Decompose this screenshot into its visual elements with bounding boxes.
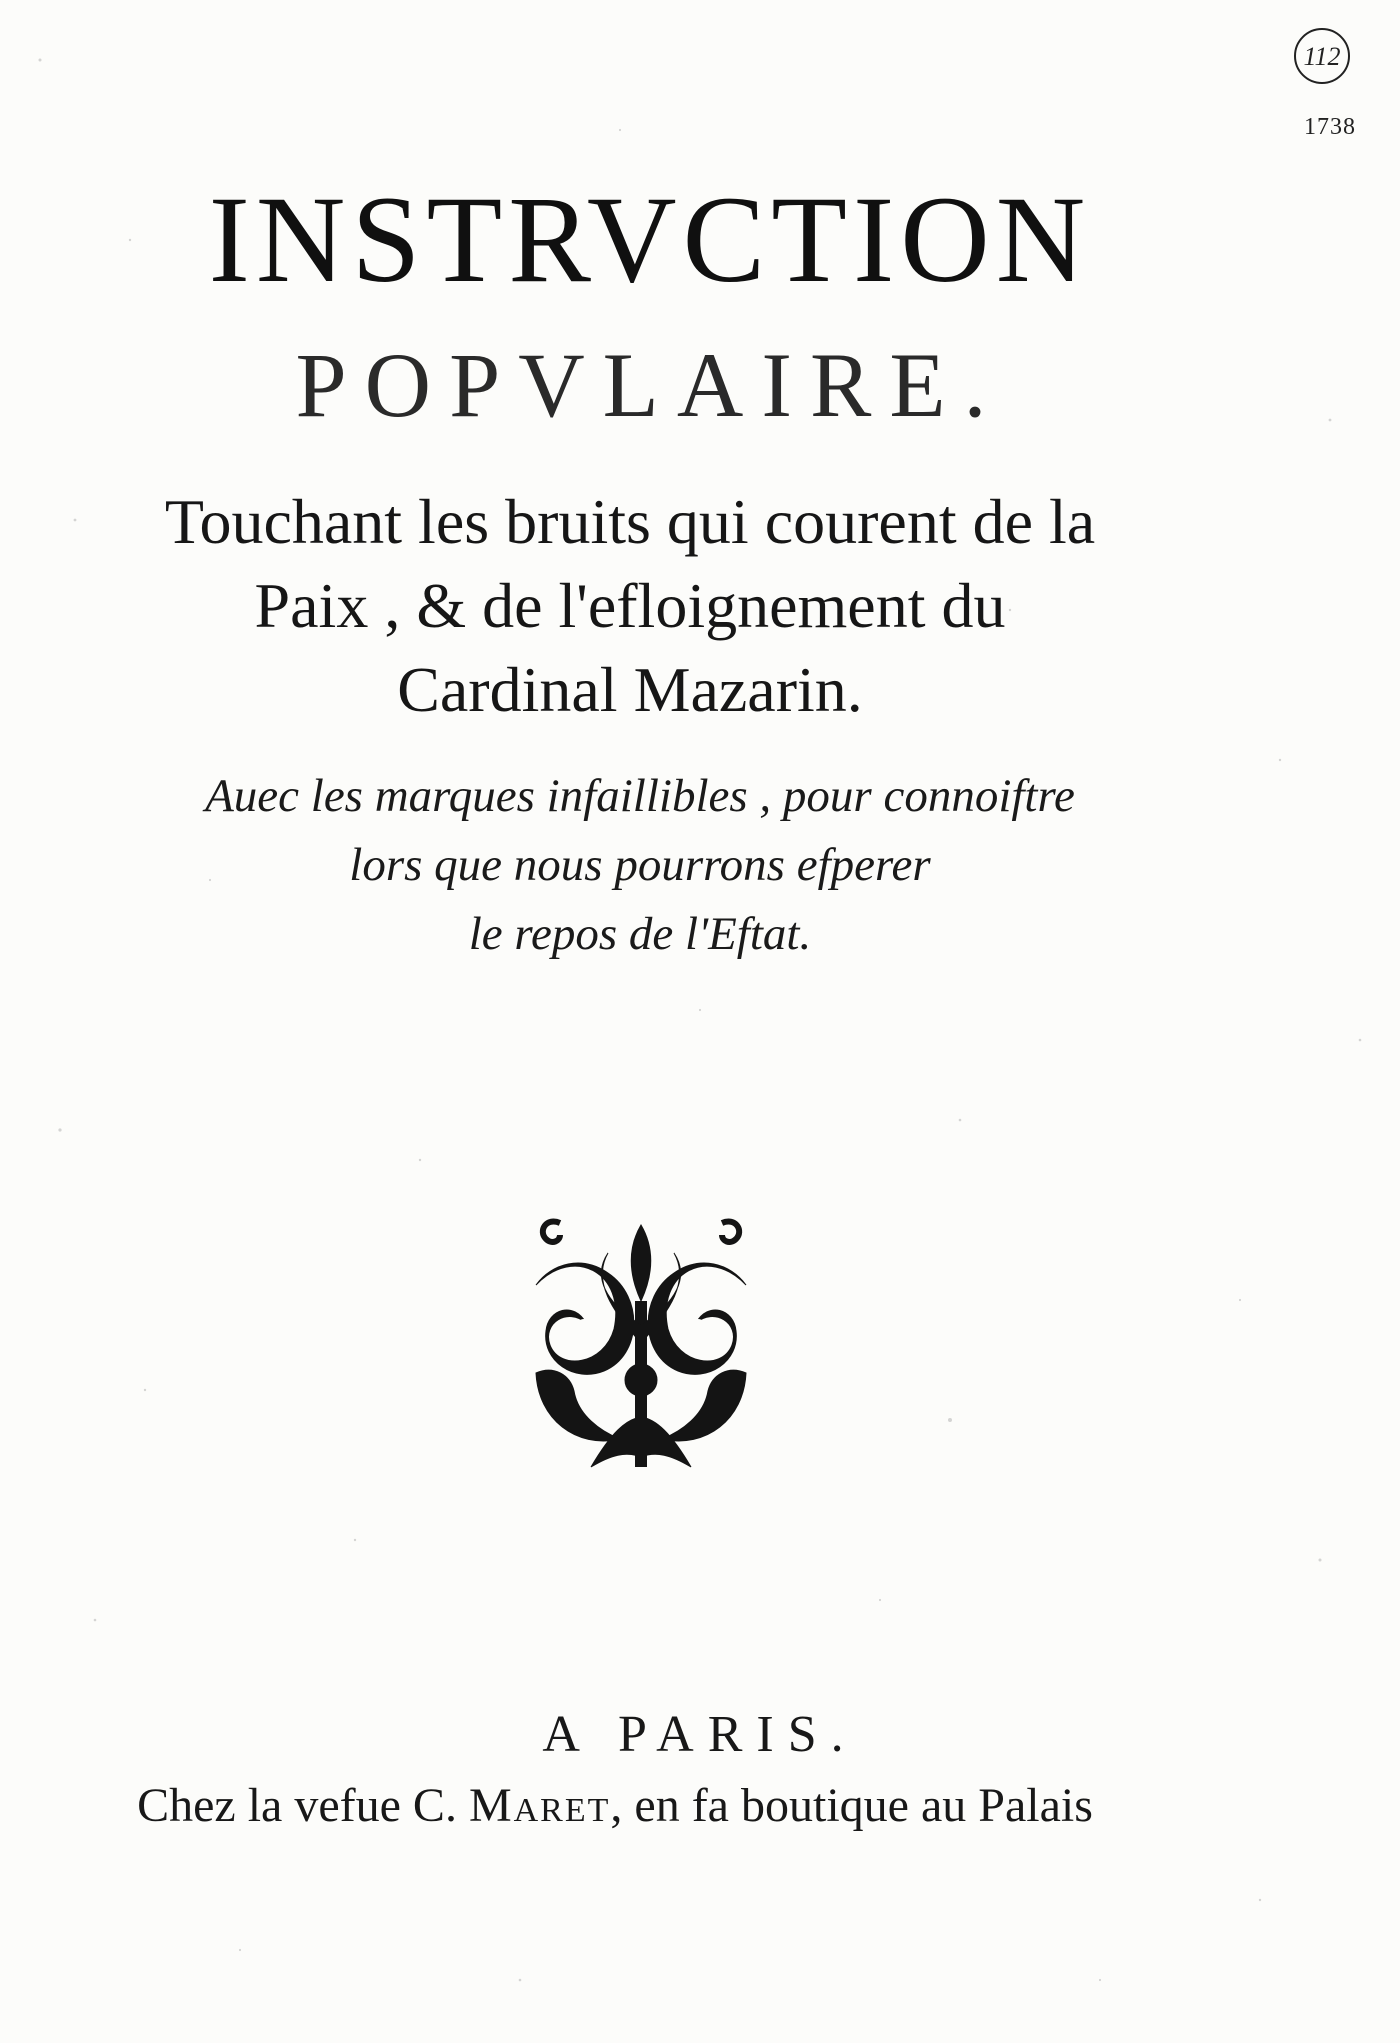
subtitle-line: Paix , & de l'efloignement du bbox=[254, 570, 1006, 641]
italic-line: lors que nous pourrons efperer bbox=[349, 839, 931, 891]
subtitle-block bbox=[100, 480, 1160, 732]
imprint-publisher-name: Maret bbox=[468, 1779, 611, 1832]
imprint-publisher bbox=[60, 1778, 1170, 1833]
italic-line: Auec les marques infaillibles , pour connoiftre bbox=[205, 770, 1075, 822]
fleuron-ornament-icon bbox=[496, 1205, 786, 1495]
title-sub: POPVLAIRE. bbox=[295, 334, 1005, 436]
imprint-suffix: , en fa boutique au Palais bbox=[610, 1779, 1093, 1832]
folio-number: 112 bbox=[1294, 28, 1350, 84]
archive-shelfmark bbox=[1294, 28, 1356, 141]
subtitle-line: Touchant les bruits qui courent de la bbox=[164, 486, 1096, 557]
imprint-prefix: Chez la vefue C. bbox=[137, 1779, 469, 1832]
subtitle-line: Cardinal Mazarin. bbox=[397, 654, 863, 725]
accession-number: 1738 bbox=[1304, 114, 1356, 140]
italic-line: le repos de l'Eftat. bbox=[468, 908, 812, 960]
imprint-place: A PARIS. bbox=[542, 1706, 858, 1763]
italic-description bbox=[90, 762, 1190, 969]
title-main: INSTRVCTION bbox=[208, 171, 1092, 308]
